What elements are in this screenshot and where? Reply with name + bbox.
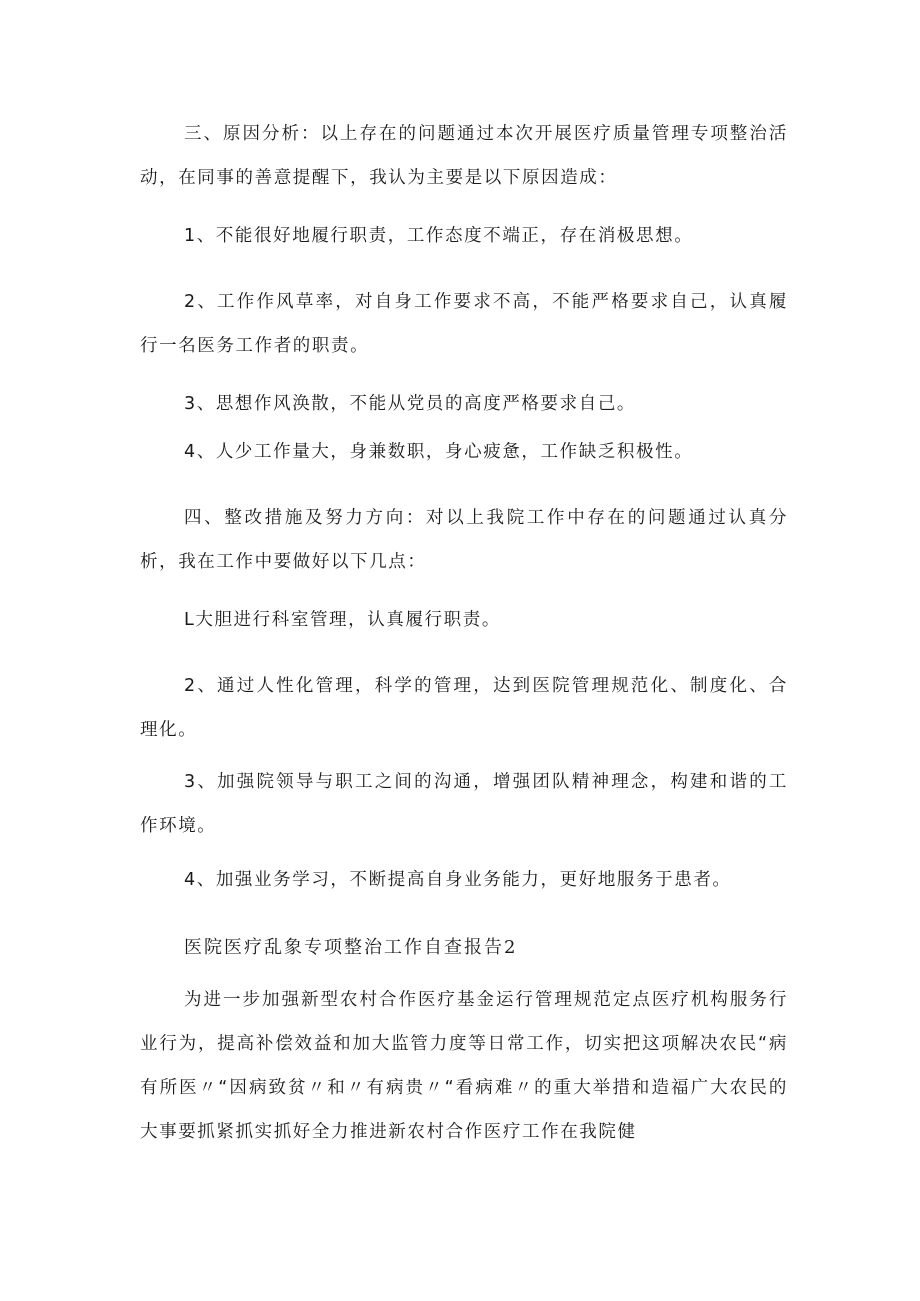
paragraph-cause-analysis: 三、原因分析：以上存在的问题通过本次开展医疗质量管理专项整治活动，在同事的善意提醒下，我认为主要是以下原因造成： bbox=[140, 124, 788, 188]
section-title: 医院医疗乱象专项整治工作自查报告2 bbox=[184, 937, 518, 958]
paragraph-measure-2: 2、通过人性化管理，科学的管理，达到医院管理规范化、制度化、合理化。 bbox=[140, 676, 788, 740]
paragraph-cause-3: 3、思想作风涣散，不能从党员的高度严格要求自己。 bbox=[184, 394, 637, 414]
paragraph-measure-4: 4、加强业务学习，不断提高自身业务能力，更好地服务于患者。 bbox=[184, 870, 732, 890]
paragraph-cause-1: 1、不能很好地履行职责，工作态度不端正，存在消极思想。 bbox=[184, 226, 694, 246]
paragraph-measures: 四、整改措施及努力方向：对以上我院工作中存在的问题通过认真分析，我在工作中要做好以下几点： bbox=[140, 508, 788, 572]
paragraph-report-body: 为进一步加强新型农村合作医疗基金运行管理规范定点医疗机构服务行业行为，提高补偿效益和加大监管力度等日常工作，切实把这项解决农民“病有所医〃“因病致贫〃和〃有病贵〃“看病难〃的重大举措和造福广大农民的大事要抓紧抓实抓好全力推进新农村合作医疗工作在我院健 bbox=[140, 990, 788, 1142]
paragraph-cause-4: 4、人少工作量大，身兼数职，身心疲惫，工作缺乏积极性。 bbox=[184, 442, 694, 462]
paragraph-cause-2: 2、工作作风草率，对自身工作要求不高，不能严格要求自己，认真履行一名医务工作者的职责。 bbox=[140, 292, 788, 356]
paragraph-measure-1: L大胆进行科室管理，认真履行职责。 bbox=[184, 610, 501, 630]
paragraph-measure-3: 3、加强院领导与职工之间的沟通，增强团队精神理念，构建和谐的工作环境。 bbox=[140, 772, 788, 836]
